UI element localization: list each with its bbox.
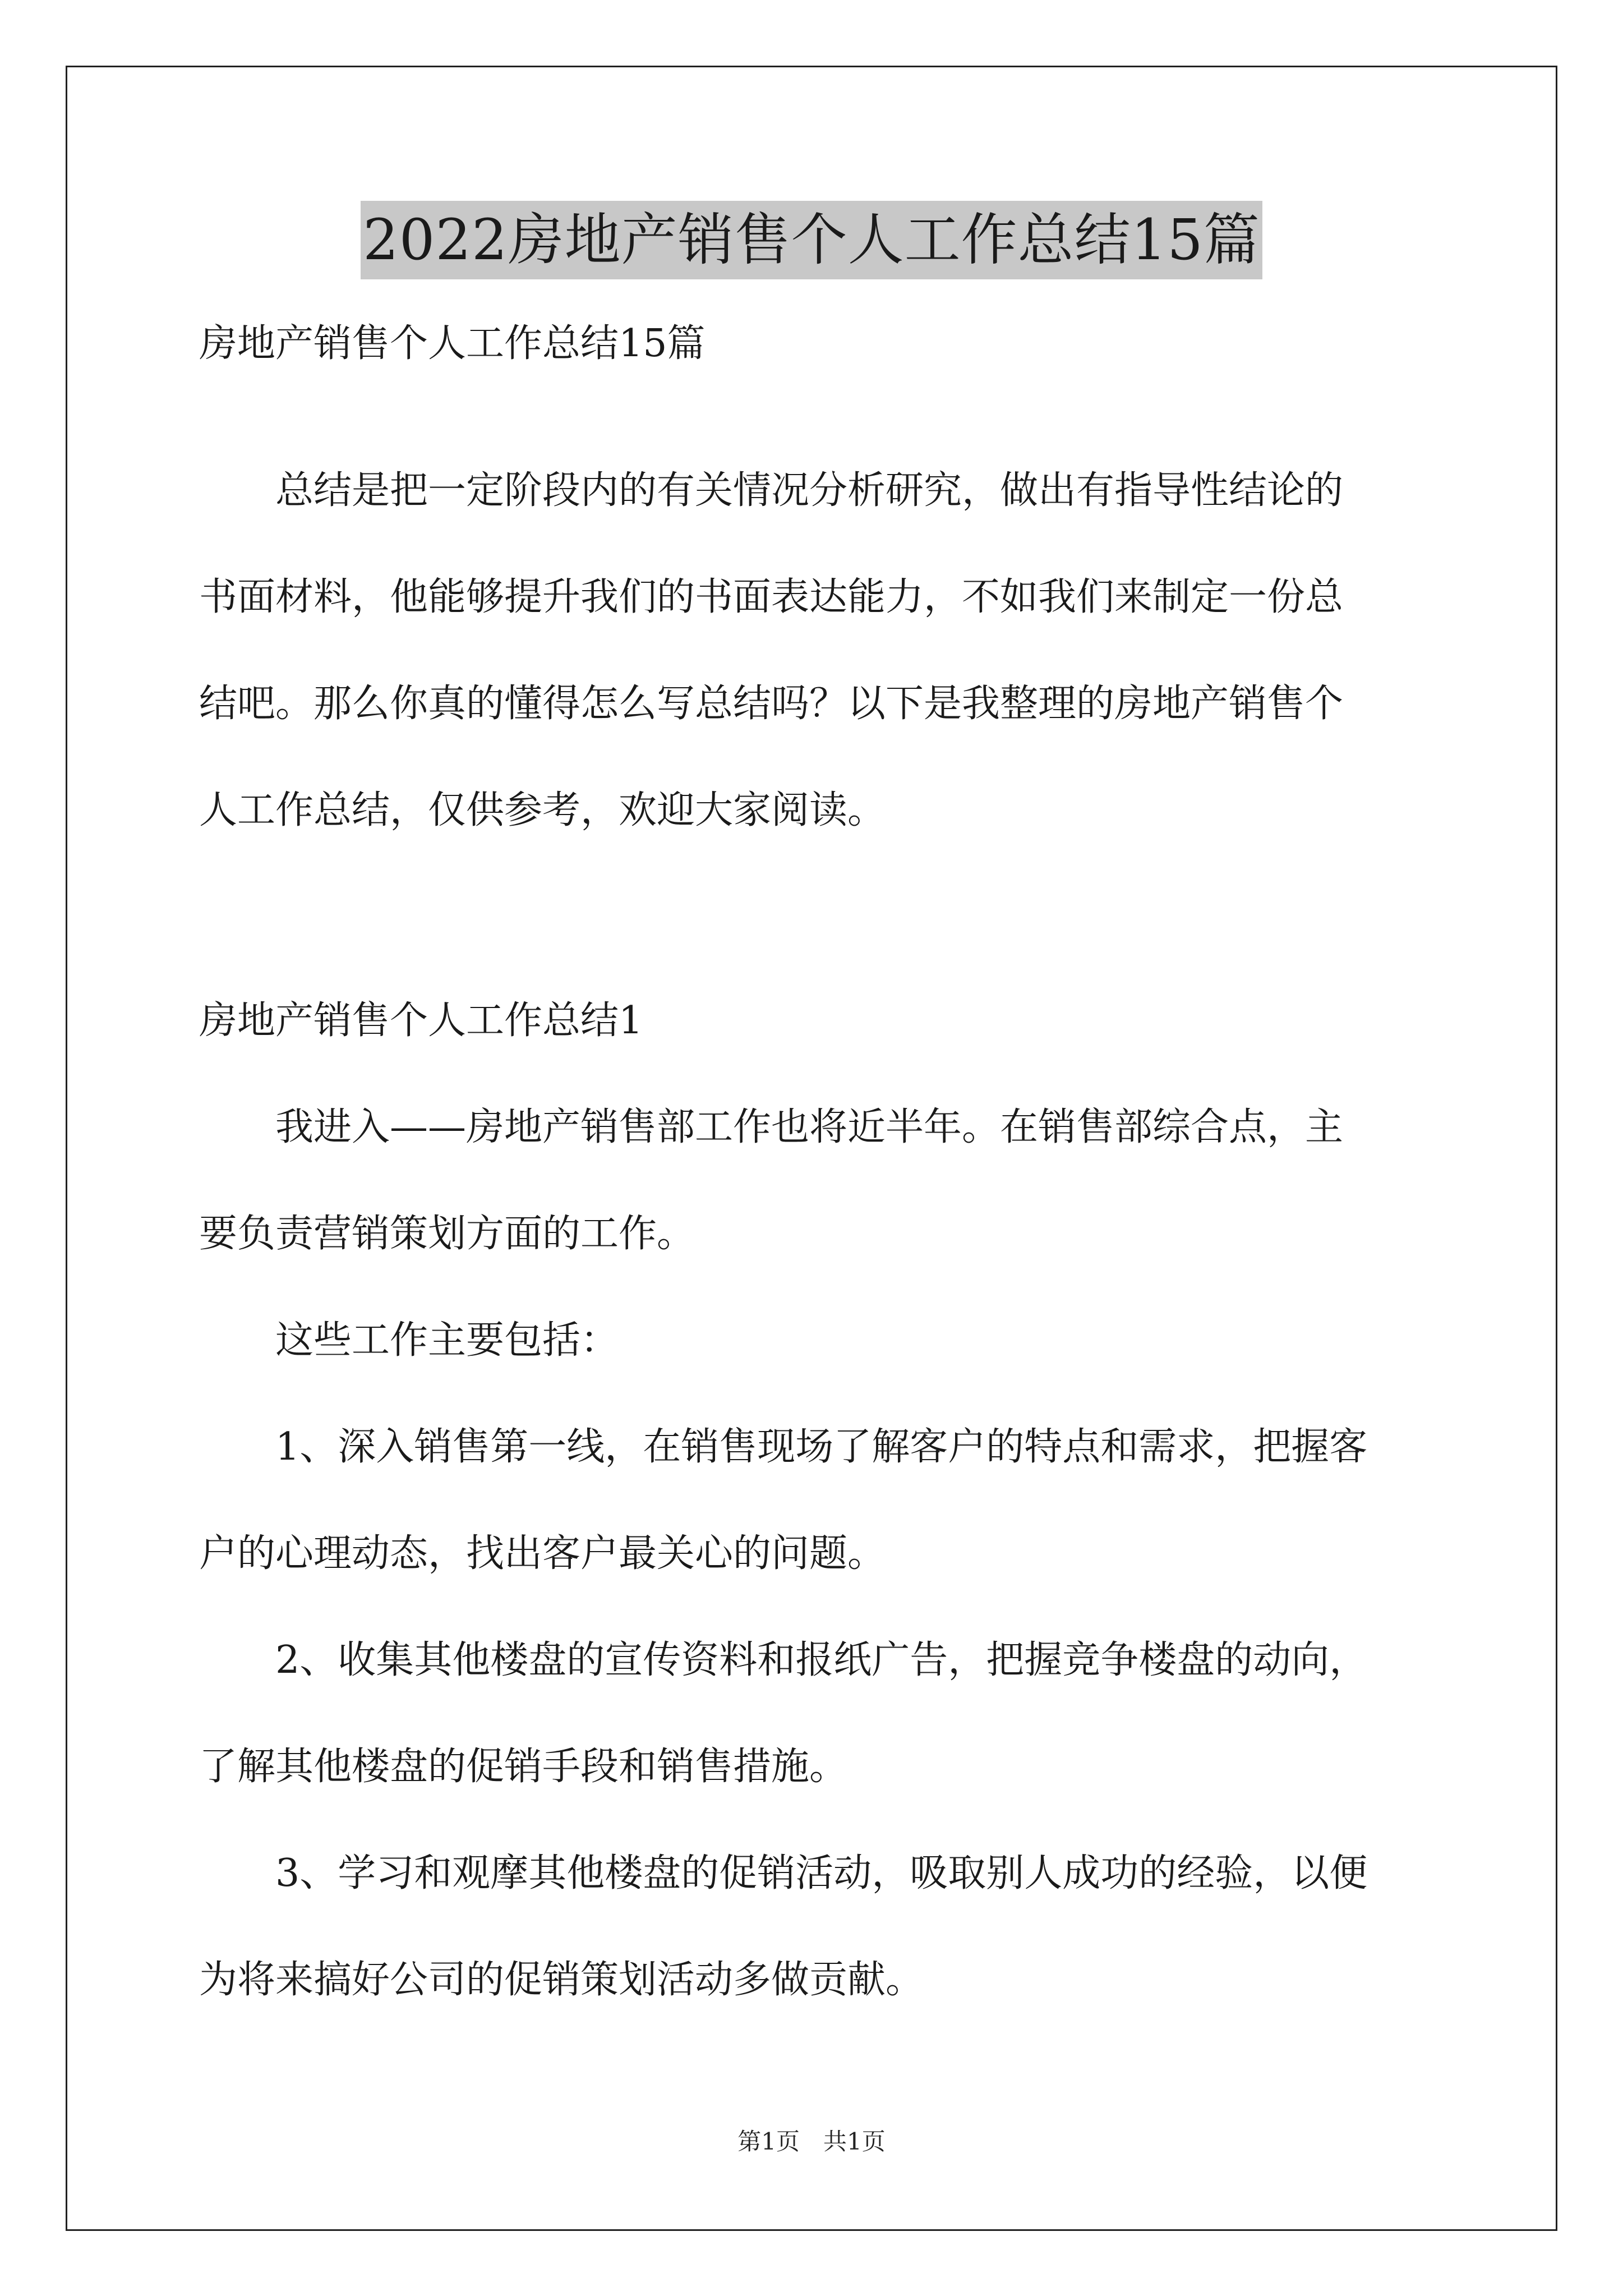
page-footer: 第1页 共1页: [737, 2128, 886, 2155]
subtitle-line: 房地产销售个人工作总结15篇: [199, 321, 706, 366]
paragraph-line: 我进入——房地产销售部工作也将近半年。在销售部综合点，主: [199, 1105, 1344, 1149]
title-container: [0, 201, 1623, 279]
document-title: 2022房地产销售个人工作总结15篇: [361, 201, 1262, 279]
paragraph-line: 结吧。那么你真的懂得怎么写总结吗？以下是我整理的房地产销售个: [199, 682, 1344, 726]
paragraph-line: 为将来搞好公司的促销策划活动多做贡献。: [199, 1958, 924, 2002]
paragraph-line: 了解其他楼盘的促销手段和销售措施。: [199, 1745, 848, 1789]
paragraph-line: 户的心理动态，找出客户最关心的问题。: [199, 1531, 886, 1576]
paragraph-line: 3、学习和观摩其他楼盘的促销活动，吸取别人成功的经验，以便: [199, 1851, 1368, 1895]
paragraph-line: 1、深入销售第一线，在销售现场了解客户的特点和需求，把握客: [199, 1425, 1368, 1469]
paragraph-line: 总结是把一定阶段内的有关情况分析研究，做出有指导性结论的: [199, 468, 1344, 513]
paragraph-line: 人工作总结，仅供参考，欢迎大家阅读。: [199, 788, 886, 832]
paragraph-line: 这些工作主要包括：: [199, 1318, 619, 1363]
paragraph-line: 书面材料，他能够提升我们的书面表达能力，不如我们来制定一份总: [199, 575, 1344, 619]
section-heading: 房地产销售个人工作总结1: [199, 999, 643, 1043]
paragraph-line: 要负责营销策划方面的工作。: [199, 1212, 695, 1256]
paragraph-line: 2、收集其他楼盘的宣传资料和报纸广告，把握竞争楼盘的动向，: [199, 1638, 1368, 1682]
